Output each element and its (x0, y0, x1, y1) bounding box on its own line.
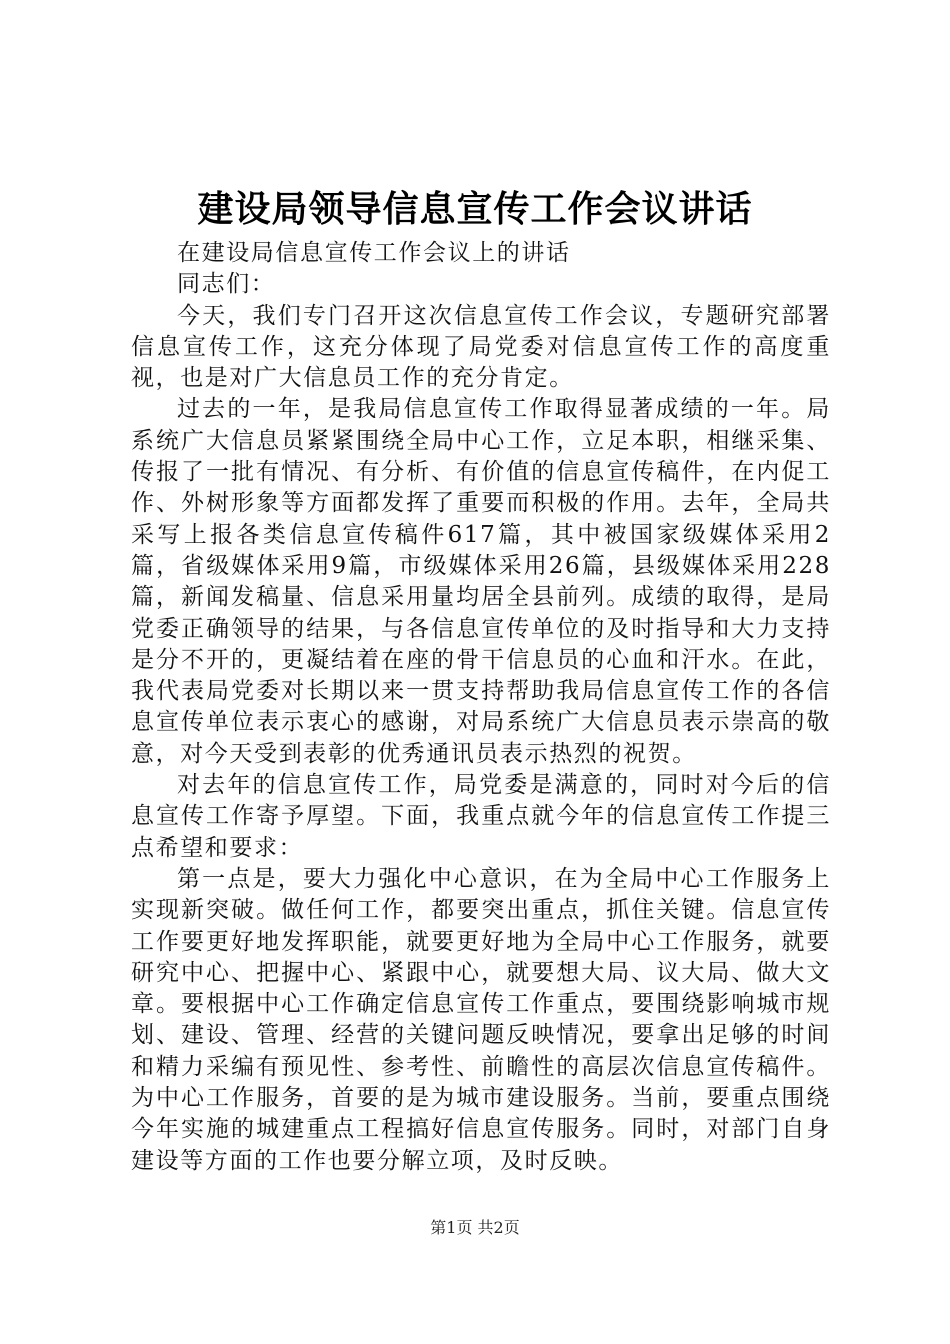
speech-subtitle: 在建设局信息宣传工作会议上的讲话 (177, 240, 571, 266)
document-body (131, 238, 831, 1177)
document-title: 建设局领导信息宣传工作会议讲话 (197, 188, 753, 230)
page-number-footer: 第1页 共2页 (430, 1218, 520, 1237)
body-paragraph: 过去的一年，是我局信息宣传工作取得显著成绩的一年。局系统广大信息员紧紧围绕全局中心工作，立足本职，相继采集、传报了一批有情况、有分析、有价值的信息宣传稿件，在内促工作、外树形象等方面都发挥了重要而积极的作用。去年，全局共采写上报各类信息宣传稿件617篇，其中被国家级媒体采用2篇，省级媒体采用9篇，市级媒体采用26篇，县级媒体采用228篇，新闻发稿量、信息采用量均居全县前列。成绩的取得，是局党委正确领导的结果，与各信息宣传单位的及时指导和大力支持是分不开的，更凝结着在座的骨干信息员的心血和汗水。在此，我代表局党委对长期以来一贯支持帮助我局信息宣传工作的各信息宣传单位表示衷心的感谢，对局系统广大信息员表示崇高的敬意，对今天受到表彰的优秀通讯员表示热烈的祝贺。 (131, 396, 831, 767)
body-paragraph: 今天，我们专门召开这次信息宣传工作会议，专题研究部署信息宣传工作，这充分体现了局党委对信息宣传工作的高度重视，也是对广大信息员工作的充分肯定。 (131, 302, 831, 392)
salutation: 同志们： (177, 271, 276, 298)
body-paragraph: 对去年的信息宣传工作，局党委是满意的，同时对今后的信息宣传工作寄予厚望。下面，我重点就今年的信息宣传工作提三点希望和要求： (131, 772, 831, 861)
body-paragraph: 第一点是，要大力强化中心意识，在为全局中心工作服务上实现新突破。做任何工作，都要突出重点，抓住关键。信息宣传工作要更好地发挥职能，就要更好地为全局中心工作服务，就要研究中心、把握中心、紧跟中心，就要想大局、议大局、做大文章。要根据中心工作确定信息宣传工作重点，要围绕影响城市规划、建设、管理、经营的关键问题反映情况，要拿出足够的时间和精力采编有预见性、参考性、前瞻性的高层次信息宣传稿件。为中心工作服务，首要的是为城市建设服务。当前，要重点围绕今年实施的城建重点工程搞好信息宣传服务。同时，对部门自身建设等方面的工作也要分解立项，及时反映。 (131, 865, 831, 1174)
